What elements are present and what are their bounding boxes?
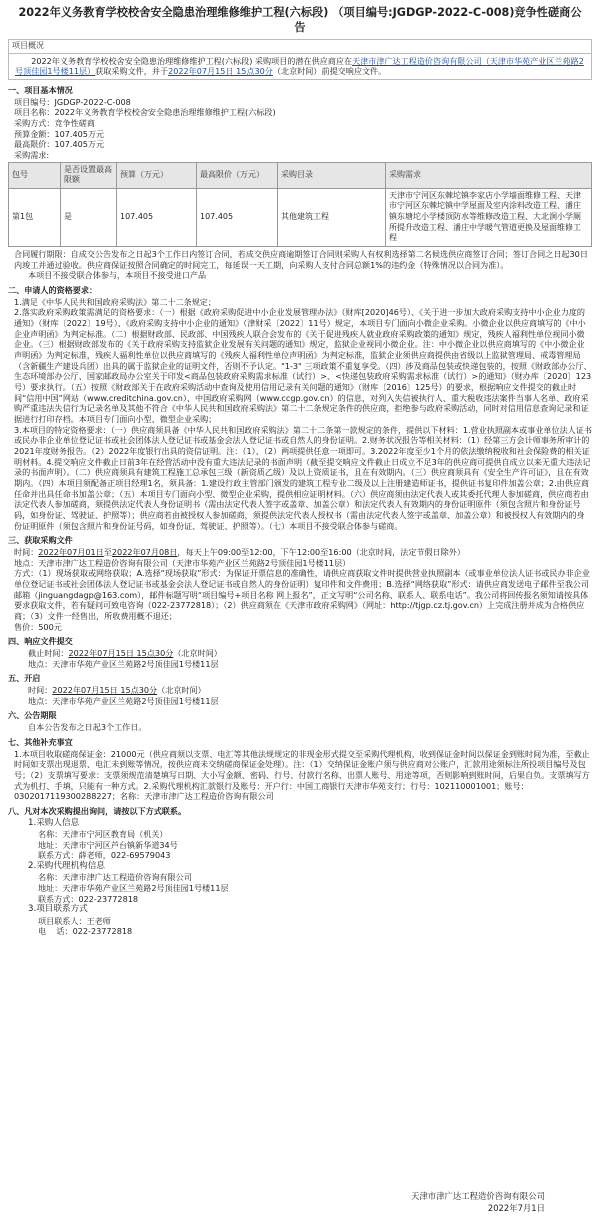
table-cell: 107.405 xyxy=(197,188,278,246)
table-header-cell: 采购目录 xyxy=(278,162,386,188)
agency-info-heading: 2.采购代理机构信息 xyxy=(28,860,105,871)
project-contact-heading: 3.项目联系方式 xyxy=(28,904,88,915)
procurement-method: 采购方式：竞争性磋商 xyxy=(14,118,95,129)
page-title: 2022年义务教育学校校舍安全隐患治理维修维护工程(六标段) （项目编号:JGDGP-2022-C-008)竞争性磋商公告 xyxy=(18,6,582,34)
table-header-cell: 包号 xyxy=(9,162,61,188)
overview-text-a: 2022年义务教育学校校舍安全隐患治理维修维护工程(六标段) 采购项目的潜在供应商应在 xyxy=(31,55,353,66)
submission-deadline xyxy=(8,648,592,659)
obtain-time xyxy=(8,547,592,558)
section-4-heading: 四、响应文件提交 xyxy=(8,636,73,647)
opening-time-suffix: （北京时间） xyxy=(157,685,206,696)
agency-name: 名称：天津市津广达工程造价咨询有限公司 xyxy=(38,872,192,883)
obtain-time-hours: ，每天上午09:00至12:00，下午12:00至16:00（北京时间，法定节假日除外） xyxy=(177,547,465,558)
table-header-cell: 预算（万元） xyxy=(117,162,197,188)
qualification-item-1: 1.满足《中华人民共和国政府采购法》第二十二条规定； xyxy=(14,296,216,307)
buyer-info-heading: 1.采购人信息 xyxy=(28,817,80,828)
table-cell: 第1包 xyxy=(9,188,61,246)
project-number: 项目编号：JGDGP-2022-C-008 xyxy=(14,96,131,107)
opening-time-label: 时间： xyxy=(28,685,53,696)
needs-label: 采购需求: xyxy=(14,150,50,161)
table-cell: 是 xyxy=(61,188,117,246)
table-cell: 天津市宁河区东棘坨镇李家店小学墙面维修工程、天津市宁河区东棘坨镇中学屋面及室内涂料改造工程、潘庄镇东塘坨小学楼顶防水等维修改造工程、大北涧小学厕所提升改造工程、潘庄中学暖气管道更换及屋面维修工程 xyxy=(386,188,592,246)
signature-date: 2022年7月1日 xyxy=(487,1203,545,1214)
overview-deadline: 2022年07月15日 15点30分 xyxy=(168,66,273,77)
obtain-place: 地点：天津市津广达工程造价咨询有限公司（天津市华苑产业区兰苑路2号顶佳园1号楼11层） xyxy=(14,557,351,568)
project-contact-person: 项目联系人：王老师 xyxy=(38,915,111,926)
opening-time xyxy=(8,685,592,696)
table-header-cell: 采购需求 xyxy=(386,162,592,188)
obtain-start-date: 2022年07月01日 xyxy=(38,547,104,558)
budget-amount: 预算金额：107.405万元 xyxy=(14,128,105,139)
contract-terms: 合同履行期限：自成交公告发布之日起3个工作日内签订合同，若成交供应商逾期签订合同则采购人有权利选择第二名候选供应商签订合同；签订合同之日起30日内竣工并通过验收。供应商保证按照合同确定的时间完工，每延误一天工期，向采购人支付合同总额1%的违约金（特殊情况以合同为准）。 xyxy=(14,248,588,270)
section-3-heading: 三、获取采购文件 xyxy=(8,535,73,546)
overview-label: 项目概况 xyxy=(8,39,592,53)
table-row xyxy=(9,188,592,246)
submission-deadline-date: 2022年07月15日 15点30分 xyxy=(68,648,174,659)
opening-place: 地点：天津市华苑产业区兰苑路2号顶佳园1号楼11层 xyxy=(28,695,219,706)
overview-text xyxy=(15,56,585,77)
overview-text-c: （北京时间）前提交响应文件。 xyxy=(272,66,387,77)
qualification-item-2: 2.落实政府采购政策需满足的资格要求：（一）根据《政府采购促进中小企业发展管理办法》（财库[2020]46号）、《关于进一步加大政府采购支持中小企业力度的通知》（财库〔2022〕19号）、《政府采购支持中小企业的通知》（津财采〔2022〕11号）规定，本项目专门面向小微企业采购。小微企业以供应商填写的《中小企业声明函》为判定标准。（二）根据财政部、民政部、中国残疾人联合会发布的《关于促进残疾人就业政府采购政策的通知》规定，残疾人福利性单位视同小微企业。（三）根据财政部发布的《关于政府采购支持监狱企业发展有关问题的通知》规定，监狱企业视同小微企业。注：中小微企业以供应商填写的《中小微企业声明函》为判定标准，残疾人福利性单位以供应商填写的《残疾人福利性单位声明函》为判定标准，监狱企业须供应商提供由省级以上监狱管理局、戒毒管理局（含新疆生产建设兵团）出具的属于监狱企业的证明文件，否则不予认定。"1-3" 三项政策不重复享受。（四）涉及商品包装或快递包装的，按照《财政部办公厅、生态环境部办公厅、国家邮政局办公室关于印发<商品包装政府采购需求标准（试行）>、<快递包装政府采购需求标准（试行）>的通知》（财办库〔2020〕123号）要求执行。（五）按照《财政部关于在政府采购活动中查询及使用信用记录有关问题的通知》（财库〔2016〕125号）的要求，根据响应文件提交的截止时间“信用中国”网站（www.creditchina.gov.cn）、中国政府采购网（www.ccgp.gov.cn）的信息，对列入失信被执行人、重大税收违法案件当事人名单、政府采购严重违法失信行为记录名单及其他不符合《中华人民共和国政府采购法》第二十二条规定条件的供应商，拒绝参与政府采购活动，同时对信用信息查询记录和证据进行打印存档。本项目专门面向小型、微型企业采购； xyxy=(14,307,592,425)
project-contact-phone: 电 话：022-23772818 xyxy=(38,926,133,937)
section-1-heading: 一、项目基本情况 xyxy=(8,85,73,96)
overview-place: 天津市津广达工程造价咨询有限公司（天津市华苑产业区兰苑路2号顶佳园1号楼11层） xyxy=(15,55,584,77)
no-consortium-note: 本项目不接受联合体参与，本项目不接受进口产品 xyxy=(28,270,207,281)
table-header-cell: 是否设置最高限额 xyxy=(61,162,117,188)
max-price: 最高限价：107.405万元 xyxy=(14,139,105,150)
section-2-heading: 二、申请人的资格要求： xyxy=(8,284,98,295)
table-header-cell: 最高限价（万元） xyxy=(197,162,278,188)
agency-address: 地址：天津市华苑产业区兰苑路2号顶佳园1号楼11层 xyxy=(38,882,229,893)
notice-period: 自本公告发布之日起3个工作日。 xyxy=(28,722,147,733)
qualification-item-3: 3.本项目的特定资格要求：（一）供应商须具备《中华人民共和国政府采购法》第二十二条第一款规定的条件，提供以下材料：1.营业执照副本或事业单位法人证书或民办非企业单位登记证书或社会团体法人登记证书或基金会法人登记证书或自然人的身份证明。2.财务状况报告等相关材料：（1）经第三方会计师事务所审计的2021年度财务报告。（2）2022年度银行出具的资信证明。注：（1）、（2）两项提供任意一项即可。3.2022年度至少1个月的依法缴纳税收和社会保险费的相关证明材料。4.提交响应文件截止日前3年在经营活动中没有重大违法记录的书面声明（截至提交响应文件截止日成立不足3年的供应商可提供自成立以来无重大违法记录的书面声明）。（二）供应商须具有建筑工程施工总承包三级（新资质乙级）及以上资质证书，且在有效期内。（三）供应商须具有《安全生产许可证》，且在有效期内。（四）本项目须配备正项目经理1名，须具备：1.建设行政主管部门颁发的建筑工程专业二级及以上注册建造师证书，提供证书复印件加盖公章；2.由供应商任命并出具任命书加盖公章；（五）本项目专门面向小型、微型企业采购，提供相应证明材料。（六）供应商须由法定代表人或其委托代理人参加磋商，供应商若由法定代表人参加磋商，须提供法定代表人身份证明书（需由法定代表人签字或盖章、加盖公章）和法定代表人有效期内的身份证明原件（须包含照片和身份证号码，如身份证、驾驶证、护照等）；供应商若由被授权人参加磋商，须提供法定代表人授权书（需由法定代表人签字或盖章、加盖公章）和被授权人有效期内的身份证明原件（须包含照片和身份证号码，如身份证、驾驶证、护照等）。（七）本项目不接受联合体参与磋商。 xyxy=(14,424,592,531)
table-cell: 其他建筑工程 xyxy=(278,188,386,246)
overview-box xyxy=(8,53,592,80)
buyer-address: 地址：天津市宁河区芦台镇新华道34号 xyxy=(38,839,178,850)
section-6-heading: 六、公告期限 xyxy=(8,710,57,721)
obtain-method: 方式：（1）现场获取或网络获取；A.选择“现场获取”形式：为保证开票信息的准确性，请供应商获取文件时提供营业执照副本（或事业单位法人证书或民办非企业单位登记证书或社会团体法人登记证书或基金会法人登记证书或自然人的身份证明）复印件和文件费用；B.选择“网络获取”形式：请供应商发送电子邮件至我公司邮箱（jinguangdagp@163.com），邮件标题写明“项目编号+项目名称 网上报名”，正文写明“公司名称、联系人、联系电话”。我公司将回传报名须知请按具体要求获取文件，若有疑问可致电咨询（022-23772818）；（2）供应商须在《天津市政府采购网》（网址：http://tjgp.cz.tj.gov.cn）上完成注册并成为合格供应商；（3）文件一经售出，所收费用概不退还； xyxy=(14,568,590,622)
opening-time-date: 2022年07月15日 15点30分 xyxy=(52,685,158,696)
table-header-row xyxy=(9,162,592,188)
submission-deadline-suffix: （北京时间） xyxy=(173,648,222,659)
obtain-time-to: 至 xyxy=(103,547,112,558)
section-5-heading: 五、开启 xyxy=(8,673,41,684)
agency-contact: 联系方式：022-23772818 xyxy=(38,893,139,904)
section-7-heading: 七、其他补充事宜 xyxy=(8,736,73,747)
obtain-price: 售价：500元 xyxy=(14,621,62,632)
submission-place: 地点：天津市华苑产业区兰苑路2号顶佳园1号楼11层 xyxy=(28,658,219,669)
section-8-heading: 八、凡对本次采购提出询问，请按以下方式联系。 xyxy=(8,805,187,816)
obtain-end-date: 2022年07月08日 xyxy=(111,547,178,558)
project-name: 项目名称：2022年义务教育学校校舍安全隐患治理维修维护工程(六标段) xyxy=(14,107,276,118)
submission-deadline-label: 截止时间： xyxy=(28,648,69,659)
buyer-contact: 联系方式：薛老师，022-69579043 xyxy=(38,850,171,861)
signature-org: 天津市津广达工程造价咨询有限公司 xyxy=(411,1191,545,1201)
buyer-name: 名称：天津市宁河区教育局（机关） xyxy=(38,828,168,839)
supplementary-info: 1.本项目收取磋商保证金：21000元（供应商须以支票、电汇等其他法规规定的非现金形式提交至采购代理机构，收到保证金时间以保证金到账时间为准，至截止时间如支票出现退票、电汇未到账等情况，按供应商未交纳磋商保证金处理）。注：（1）交纳保证金账户须与供应商对公账户，汇款用途须标注所投项目编号及包号；（2）支票填写要求：支票须规范清楚填写日期、大小写金额、密码、行号、付款行名称、出票人账号、用途等项，否则影响到账时间，后果自负。支票填写方式为机打、手填，只能有一种方式。2.采购代理机构汇款银行及账号：开户行：中国工商银行天津市华苑支行；行号：102110001001；账号：0302017119300288227；名称：天津市津广达工程造价咨询有限公司 xyxy=(14,748,590,802)
package-table xyxy=(8,162,592,247)
signature-block xyxy=(411,1190,545,1214)
overview-text-b: 获取采购文件，并于 xyxy=(95,66,169,77)
table-cell: 107.405 xyxy=(117,188,197,246)
obtain-time-label: 时间： xyxy=(14,547,39,558)
